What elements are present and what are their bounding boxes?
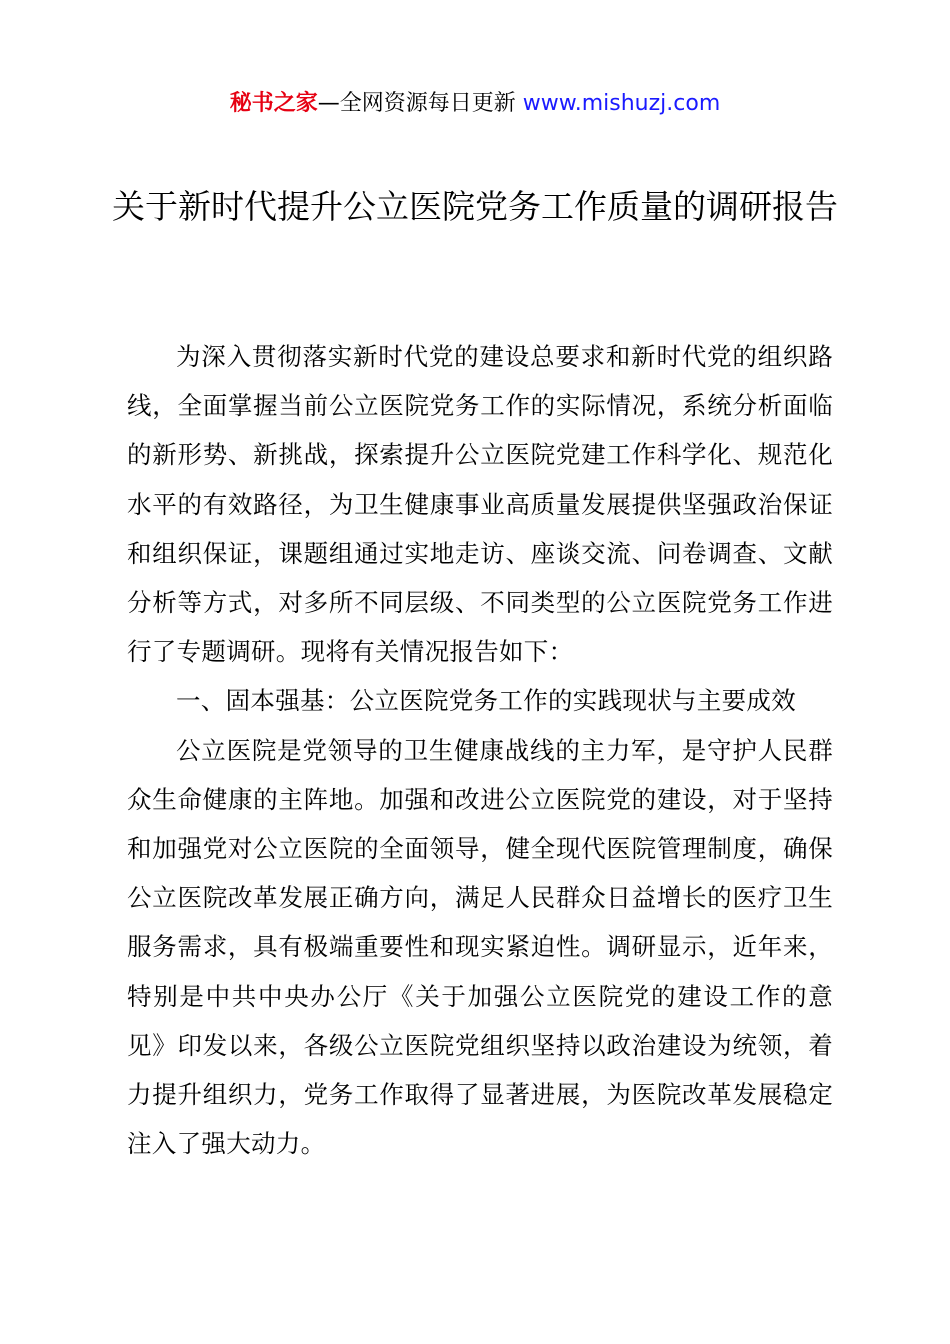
site-brand: 秘书之家 [229, 91, 318, 116]
intro-paragraph: 为深入贯彻落实新时代党的建设总要求和新时代党的组织路线，全面掌握当前公立医院党务工作的实际情况，系统分析面临的新形势、新挑战，探索提升公立医院党建工作科学化、规范化水平的有效路径，为卫生健康事业高质量发展提供坚强政治保证和组织保证，课题组通过实地走访、座谈交流、问卷调查、文献分析等方式，对多所不同层级、不同类型的公立医院党务工作进行了专题调研。现将有关情况报告如下： [127, 342, 833, 667]
body-paragraph: 公立医院是党领导的卫生健康战线的主力军，是守护人民群众生命健康的主阵地。加强和改进公立医院党的建设，对于坚持和加强党对公立医院的全面领导，健全现代医院管理制度，确保公立医院改革发展正确方向，满足人民群众日益增长的医疗卫生服务需求，具有极端重要性和现实紧迫性。调研显示，近年来，特别是中共中央办公厅《关于加强公立医院党的建设工作的意见》印发以来，各级公立医院党组织坚持以政治建设为统领，着力提升组织力，党务工作取得了显著进展，为医院改革发展稳定注入了强大动力。 [127, 735, 833, 1159]
section-heading: 一、固本强基：公立医院党务工作的实践现状与主要成效 [176, 686, 796, 716]
document-title: 关于新时代提升公立医院党务工作质量的调研报告 [112, 187, 838, 226]
document-body [127, 332, 833, 1168]
site-header [0, 88, 950, 120]
site-url[interactable]: www.mishuzj.com [522, 91, 721, 116]
site-tagline: —全网资源每日更新 [317, 91, 523, 116]
